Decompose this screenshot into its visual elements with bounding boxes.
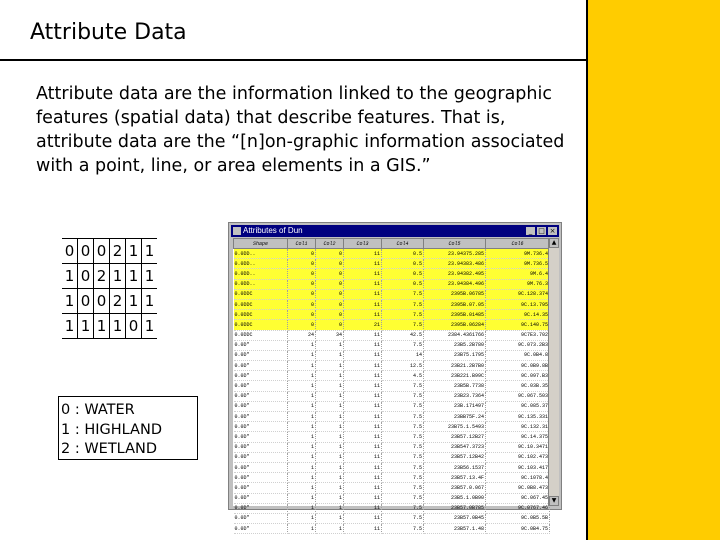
table-cell: 9C.0B8.473 xyxy=(486,483,550,493)
table-cell: 0.0DDC xyxy=(234,320,288,330)
table-row[interactable] xyxy=(234,330,550,340)
table-cell: 0.5 xyxy=(382,249,424,259)
table-row[interactable] xyxy=(234,462,550,472)
minimize-icon[interactable]: _ xyxy=(526,227,535,235)
table-cell: 1 xyxy=(288,513,316,523)
table-cell: 7.5 xyxy=(382,320,424,330)
table-cell: 1 xyxy=(288,483,316,493)
table-cell: 9M.736.4 xyxy=(486,249,550,259)
scroll-down-icon[interactable]: ▼ xyxy=(549,496,559,506)
table-cell: 0 xyxy=(288,289,316,299)
table-cell: 11 xyxy=(344,503,382,513)
table-cell: 23B57.12B42 xyxy=(424,452,486,462)
table-cell: 24 xyxy=(288,330,316,340)
table-row[interactable] xyxy=(234,391,550,401)
table-cell: 1 xyxy=(316,513,344,523)
table-cell: 23.94382.495 xyxy=(424,269,486,279)
table-row[interactable] xyxy=(234,412,550,422)
table-cell: 1 xyxy=(316,493,344,503)
table-cell: 1 xyxy=(316,462,344,472)
column-header[interactable]: Col4 xyxy=(382,239,424,249)
table-row[interactable] xyxy=(234,422,550,432)
table-cell: 11 xyxy=(344,473,382,483)
table-cell: 1 xyxy=(288,361,316,371)
table-cell: 0.0D" xyxy=(234,513,288,523)
table-cell: 1 xyxy=(288,350,316,360)
table-cell: 7.5 xyxy=(382,493,424,503)
table-cell: 9C.135.331 xyxy=(486,412,550,422)
table-cell: 1 xyxy=(316,381,344,391)
table-cell: 21 xyxy=(344,320,382,330)
table-cell: 0 xyxy=(316,289,344,299)
table-cell: 11 xyxy=(344,259,382,269)
raster-cell: 1 xyxy=(142,314,158,339)
column-header[interactable]: Col3 xyxy=(344,239,382,249)
table-cell: 11 xyxy=(344,432,382,442)
table-cell: 9C.128.374 xyxy=(486,289,550,299)
raster-cell: 0 xyxy=(94,289,110,314)
table-cell: 1 xyxy=(316,371,344,381)
table-cell: 7.5 xyxy=(382,503,424,513)
table-cell: 23B57.0B45 xyxy=(424,513,486,523)
table-cell: 11 xyxy=(344,340,382,350)
yellow-side-panel xyxy=(588,0,720,540)
raster-grid xyxy=(62,238,157,339)
table-cell: 23BB75F.24 xyxy=(424,412,486,422)
table-cell: 2395B.01485 xyxy=(424,310,486,320)
table-cell: 7.5 xyxy=(382,422,424,432)
table-row[interactable] xyxy=(234,432,550,442)
table-cell: 11 xyxy=(344,422,382,432)
table-cell: 7.5 xyxy=(382,340,424,350)
table-cell: 11 xyxy=(344,452,382,462)
table-cell: 1 xyxy=(316,340,344,350)
table-cell: 0.0DD.. xyxy=(234,259,288,269)
table-cell: 0.0D" xyxy=(234,503,288,513)
table-cell: 0.0DDC xyxy=(234,330,288,340)
table-cell: 11 xyxy=(344,524,382,534)
table-cell: 1 xyxy=(316,452,344,462)
table-cell: 1 xyxy=(288,452,316,462)
table-row[interactable] xyxy=(234,442,550,452)
raster-row xyxy=(62,289,157,314)
table-cell: 0.0D" xyxy=(234,493,288,503)
table-cell: 23B21.2B7B0 xyxy=(424,361,486,371)
table-cell: 0.0D" xyxy=(234,473,288,483)
table-row[interactable] xyxy=(234,401,550,411)
table-cell: 34 xyxy=(316,330,344,340)
table-row[interactable] xyxy=(234,361,550,371)
table-cell: 9C.073.2B3 xyxy=(486,340,550,350)
table-cell: 1 xyxy=(288,442,316,452)
table-cell: 0.0D" xyxy=(234,483,288,493)
table-row[interactable] xyxy=(234,371,550,381)
window-title: Attributes of Dun xyxy=(243,226,303,235)
table-cell: 0.0D" xyxy=(234,462,288,472)
table-cell: 4.5 xyxy=(382,371,424,381)
raster-cell: 0 xyxy=(78,264,94,289)
table-row-selected[interactable] xyxy=(234,269,550,279)
table-cell: 14 xyxy=(382,350,424,360)
table-cell: 7.5 xyxy=(382,473,424,483)
table-row[interactable] xyxy=(234,340,550,350)
column-header[interactable]: Col2 xyxy=(316,239,344,249)
table-cell: 0.0D" xyxy=(234,452,288,462)
table-cell: 1 xyxy=(316,524,344,534)
table-cell: 2384.4361766 xyxy=(424,330,486,340)
slide-title: Attribute Data xyxy=(30,20,187,45)
table-cell: 7.5 xyxy=(382,299,424,309)
table-cell: 0.5 xyxy=(382,259,424,269)
table-cell: 9C.067.503 xyxy=(486,391,550,401)
table-cell: 0 xyxy=(288,320,316,330)
table-cell: 23B5B.7738 xyxy=(424,381,486,391)
table-cell: 9M.6.4 xyxy=(486,269,550,279)
table-cell: 0.0DD.. xyxy=(234,269,288,279)
table-cell: 23B75.1795 xyxy=(424,350,486,360)
table-cell: 7.5 xyxy=(382,483,424,493)
window-icon xyxy=(233,227,241,235)
table-cell: 23B5.1.0B90 xyxy=(424,493,486,503)
maximize-icon[interactable]: □ xyxy=(538,227,545,235)
table-cell: 7.5 xyxy=(382,412,424,422)
table-row[interactable] xyxy=(234,473,550,483)
table-cell: 11 xyxy=(344,249,382,259)
raster-cell: 1 xyxy=(126,289,142,314)
table-row[interactable] xyxy=(234,503,550,513)
table-cell: 1 xyxy=(316,483,344,493)
attribute-table xyxy=(233,238,550,534)
table-cell: 1 xyxy=(288,462,316,472)
table-row[interactable] xyxy=(234,524,550,534)
table-cell: 23B57.12B27 xyxy=(424,432,486,442)
raster-cell: 1 xyxy=(78,314,94,339)
raster-cell: 2 xyxy=(110,289,126,314)
attribute-table-window xyxy=(228,222,562,532)
table-cell: 11 xyxy=(344,381,382,391)
table-cell: 11 xyxy=(344,462,382,472)
table-cell: 9C.0767.46 xyxy=(486,503,550,513)
table-cell: 1 xyxy=(316,391,344,401)
table-cell: 23B75.1.5493 xyxy=(424,422,486,432)
attribute-table-area[interactable] xyxy=(233,238,549,532)
table-cell: 0 xyxy=(288,249,316,259)
table-cell: 0.0D" xyxy=(234,422,288,432)
table-cell: 1 xyxy=(316,473,344,483)
table-row-selected[interactable] xyxy=(234,320,550,330)
table-cell: 1 xyxy=(316,503,344,513)
column-header[interactable]: Col5 xyxy=(424,239,486,249)
table-cell: 1 xyxy=(288,524,316,534)
table-cell: 11 xyxy=(344,412,382,422)
column-header[interactable]: Shape xyxy=(234,239,288,249)
table-cell: 0.0D" xyxy=(234,381,288,391)
table-row-selected[interactable] xyxy=(234,299,550,309)
table-row-selected[interactable] xyxy=(234,279,550,289)
table-cell: 23B57.0B785 xyxy=(424,503,486,513)
table-cell: 0.0D" xyxy=(234,361,288,371)
table-cell: 1 xyxy=(316,442,344,452)
table-cell: 1 xyxy=(316,412,344,422)
table-cell: 7.5 xyxy=(382,452,424,462)
raster-cell: 0 xyxy=(78,239,94,264)
table-cell: 23B5.2B780 xyxy=(424,340,486,350)
table-cell: 0.0D" xyxy=(234,412,288,422)
raster-cell: 1 xyxy=(126,239,142,264)
raster-cell: 2 xyxy=(94,264,110,289)
raster-row xyxy=(62,314,157,339)
table-cell: 1 xyxy=(288,381,316,391)
table-row-selected[interactable] xyxy=(234,289,550,299)
table-cell: 23B57.13.4F xyxy=(424,473,486,483)
table-cell: 9C.140.75 xyxy=(486,320,550,330)
table-cell: 7.5 xyxy=(382,401,424,411)
table-cell: 0 xyxy=(288,259,316,269)
table-cell: 0 xyxy=(316,299,344,309)
table-cell: 1 xyxy=(288,432,316,442)
table-cell: 9C.0B4.8 xyxy=(486,350,550,360)
table-cell: 0.0D" xyxy=(234,432,288,442)
table-cell: 0 xyxy=(316,279,344,289)
raster-cell: 2 xyxy=(110,239,126,264)
table-cell: 23B23.7364 xyxy=(424,391,486,401)
table-cell: 23.94383.486 xyxy=(424,259,486,269)
table-cell: 9C.14.35 xyxy=(486,310,550,320)
scroll-up-icon[interactable]: ▲ xyxy=(549,238,559,248)
table-row[interactable] xyxy=(234,513,550,523)
table-cell: 12.5 xyxy=(382,361,424,371)
table-cell: 7.5 xyxy=(382,391,424,401)
table-cell: 11 xyxy=(344,361,382,371)
table-cell: 0.0DDC xyxy=(234,310,288,320)
table-cell: 9C.03B.35 xyxy=(486,381,550,391)
table-cell: 0.0DDC xyxy=(234,299,288,309)
table-cell: 9C.0B5.5B xyxy=(486,513,550,523)
table-cell: 9C.14.375 xyxy=(486,432,550,442)
table-cell: 2395B.06284 xyxy=(424,320,486,330)
raster-cell: 1 xyxy=(62,289,78,314)
table-cell: 42.5 xyxy=(382,330,424,340)
table-cell: 0 xyxy=(288,279,316,289)
legend-item: 0 : WATER xyxy=(61,402,135,418)
table-cell: 0 xyxy=(316,269,344,279)
table-cell: 0.0DD.. xyxy=(234,249,288,259)
table-cell: 7.5 xyxy=(382,310,424,320)
table-cell: 0 xyxy=(288,310,316,320)
table-cell: 9C.103.417 xyxy=(486,462,550,472)
table-cell: 0.0D" xyxy=(234,524,288,534)
raster-cell: 0 xyxy=(126,314,142,339)
table-cell: 11 xyxy=(344,513,382,523)
table-cell: 1 xyxy=(288,371,316,381)
table-cell: 9M.76.3 xyxy=(486,279,550,289)
table-cell: 23B.171497 xyxy=(424,401,486,411)
raster-row xyxy=(62,264,157,289)
table-cell: 0.5 xyxy=(382,269,424,279)
table-row[interactable] xyxy=(234,381,550,391)
column-header[interactable]: Col1 xyxy=(288,239,316,249)
table-cell: 0.0D" xyxy=(234,371,288,381)
table-cell: 11 xyxy=(344,493,382,503)
table-row[interactable] xyxy=(234,350,550,360)
table-cell: 23B547.3723 xyxy=(424,442,486,452)
table-cell: 9C.067.45 xyxy=(486,493,550,503)
table-cell: 9C.1078.4 xyxy=(486,473,550,483)
table-cell: 1 xyxy=(288,493,316,503)
table-cell: 0 xyxy=(288,269,316,279)
vertical-scrollbar[interactable] xyxy=(548,238,559,506)
table-cell: 0.0DD.. xyxy=(234,279,288,289)
table-cell: 9C.085.37 xyxy=(486,401,550,411)
table-cell: 2395B.06785 xyxy=(424,289,486,299)
raster-cell: 1 xyxy=(110,314,126,339)
table-cell: 11 xyxy=(344,279,382,289)
raster-legend xyxy=(58,396,198,460)
table-cell: 0.0D" xyxy=(234,401,288,411)
raster-cell: 1 xyxy=(62,264,78,289)
table-cell: 9C.10.3471 xyxy=(486,442,550,452)
table-cell: 2395B.07.05 xyxy=(424,299,486,309)
table-row-selected[interactable] xyxy=(234,249,550,259)
table-cell: 11 xyxy=(344,401,382,411)
table-cell: 0.0DDC xyxy=(234,289,288,299)
table-cell: 0 xyxy=(316,259,344,269)
raster-cell: 1 xyxy=(142,239,158,264)
table-cell: 9C.102.473 xyxy=(486,452,550,462)
table-cell: 9C.0B9.8B xyxy=(486,361,550,371)
table-cell: 0.0D" xyxy=(234,442,288,452)
raster-cell: 1 xyxy=(110,264,126,289)
table-cell: 7.5 xyxy=(382,432,424,442)
table-cell: 1 xyxy=(316,422,344,432)
table-cell: 1 xyxy=(316,361,344,371)
raster-cell: 0 xyxy=(62,239,78,264)
table-row-selected[interactable] xyxy=(234,310,550,320)
table-cell: 7.5 xyxy=(382,513,424,523)
table-cell: 1 xyxy=(316,401,344,411)
table-cell: 0 xyxy=(316,249,344,259)
title-divider xyxy=(0,59,588,61)
table-cell: 9C7E3.702 xyxy=(486,330,550,340)
table-cell: 1 xyxy=(288,412,316,422)
table-row[interactable] xyxy=(234,483,550,493)
legend-item: 2 : WETLAND xyxy=(61,441,158,457)
table-cell: 0 xyxy=(316,320,344,330)
raster-cell: 0 xyxy=(78,289,94,314)
table-cell: 11 xyxy=(344,442,382,452)
raster-cell: 1 xyxy=(142,264,158,289)
table-cell: 23B57.1.48 xyxy=(424,524,486,534)
legend-item: 1 : HIGHLAND xyxy=(61,421,162,438)
table-cell: 11 xyxy=(344,483,382,493)
table-cell: 9C.0B4.75 xyxy=(486,524,550,534)
close-icon[interactable]: × xyxy=(549,227,556,235)
raster-row xyxy=(62,239,157,264)
table-cell: 7.5 xyxy=(382,442,424,452)
table-cell: 1 xyxy=(288,503,316,513)
table-cell: 11 xyxy=(344,391,382,401)
table-cell: 11 xyxy=(344,289,382,299)
table-cell: 1 xyxy=(288,391,316,401)
raster-cell: 1 xyxy=(126,264,142,289)
table-cell: 1 xyxy=(316,432,344,442)
raster-cell: 1 xyxy=(94,314,110,339)
table-row[interactable] xyxy=(234,452,550,462)
table-cell: 1 xyxy=(288,401,316,411)
table-cell: 7.5 xyxy=(382,289,424,299)
table-cell: 23B56.1537 xyxy=(424,462,486,472)
table-row-selected[interactable] xyxy=(234,259,550,269)
table-cell: 7.5 xyxy=(382,524,424,534)
table-row[interactable] xyxy=(234,493,550,503)
table-cell: 23B57.0.067 xyxy=(424,483,486,493)
table-cell: 11 xyxy=(344,299,382,309)
table-cell: 1 xyxy=(288,340,316,350)
table-cell: 0 xyxy=(316,310,344,320)
table-cell: 23B221.B99C xyxy=(424,371,486,381)
table-cell: 0.0D" xyxy=(234,391,288,401)
raster-cell: 1 xyxy=(142,289,158,314)
table-cell: 11 xyxy=(344,330,382,340)
raster-cell: 0 xyxy=(94,239,110,264)
body-paragraph: Attribute data are the information linked to the geographic features (spatial data) that describe features. That is, attribute data are the “[n]on-graphic information associated with a point, line, or area elements in a GIS.” xyxy=(36,84,565,176)
table-cell: 7.5 xyxy=(382,381,424,391)
column-header[interactable]: Col6 xyxy=(486,239,550,249)
raster-cell: 1 xyxy=(62,314,78,339)
table-cell: 11 xyxy=(344,350,382,360)
table-cell: 11 xyxy=(344,371,382,381)
table-cell: 9C.13.795 xyxy=(486,299,550,309)
table-cell: 7.5 xyxy=(382,462,424,472)
table-cell: 0.0D" xyxy=(234,340,288,350)
table-cell: 1 xyxy=(288,422,316,432)
table-cell: 11 xyxy=(344,269,382,279)
table-cell: 11 xyxy=(344,310,382,320)
table-cell: 0 xyxy=(288,299,316,309)
table-cell: 9C.097.B3 xyxy=(486,371,550,381)
table-cell: 0.5 xyxy=(382,279,424,289)
table-cell: 0.0D" xyxy=(234,350,288,360)
window-titlebar[interactable] xyxy=(231,225,559,237)
table-cell: 23.94384.496 xyxy=(424,279,486,289)
table-cell: 9M.736.5 xyxy=(486,259,550,269)
table-cell: 1 xyxy=(288,473,316,483)
table-cell: 23.94375.285 xyxy=(424,249,486,259)
table-cell: 1 xyxy=(316,350,344,360)
table-cell: 9C.132.31 xyxy=(486,422,550,432)
